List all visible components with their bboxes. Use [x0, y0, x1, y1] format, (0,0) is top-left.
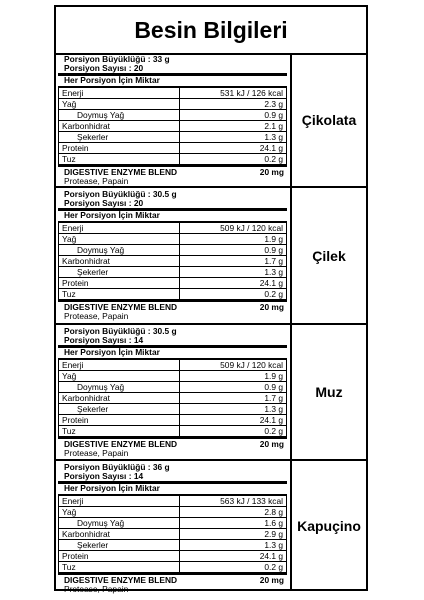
nutrient-value: 24.1 g	[179, 551, 286, 562]
enzyme-blend-ingredients: Protease, Papain	[64, 584, 129, 594]
flavor-label: Çilek	[312, 247, 346, 264]
page-title: Besin Bilgileri	[56, 7, 366, 55]
nutrient-value: 1.3 g	[179, 132, 286, 143]
nutrient-value: 1.6 g	[179, 518, 286, 529]
nutrient-row	[59, 426, 287, 437]
nutrient-value: 509 kJ / 120 kcal	[179, 223, 286, 234]
enzyme-blend-value: 20 mg	[259, 438, 284, 449]
nutrient-value: 0.2 g	[179, 154, 286, 165]
nutrient-value: 1.9 g	[179, 234, 286, 245]
nutrient-table	[58, 222, 287, 300]
serving-size-label: Porsiyon Büyüklüğü	[64, 462, 146, 472]
nutrition-panel	[56, 325, 366, 461]
nutrient-name: Tuz	[59, 289, 180, 300]
nutrient-value: 0.9 g	[179, 382, 286, 393]
nutrient-row	[59, 382, 287, 393]
nutrient-row	[59, 551, 287, 562]
nutrient-value: 2.9 g	[179, 529, 286, 540]
nutrient-row	[59, 529, 287, 540]
enzyme-blend-ingredients: Protease, Papain	[64, 176, 129, 186]
servings-value: : 14	[128, 471, 144, 481]
serving-size-label: Porsiyon Büyüklüğü	[64, 54, 146, 64]
nutrient-value: 24.1 g	[179, 415, 286, 426]
enzyme-blend-ingredients: Protease, Papain	[64, 448, 129, 458]
per-serving-heading: Her Porsiyon İçin Miktar	[58, 348, 287, 359]
servings-value: : 14	[128, 335, 144, 345]
nutrient-value: 1.3 g	[179, 404, 286, 415]
nutrient-row	[59, 404, 287, 415]
nutrient-row	[59, 540, 287, 551]
servings-label: Porsiyon Sayısı	[64, 198, 127, 208]
nutrient-name: Karbonhidrat	[59, 256, 180, 267]
nutrient-table	[58, 87, 287, 165]
nutrient-name: Karbonhidrat	[59, 121, 180, 132]
nutrient-value: 2.1 g	[179, 121, 286, 132]
nutrient-value: 1.7 g	[179, 256, 286, 267]
nutrient-table	[58, 495, 287, 573]
per-serving-heading: Her Porsiyon İçin Miktar	[58, 76, 287, 87]
nutrient-name: Yağ	[59, 507, 180, 518]
enzyme-blend-value: 20 mg	[259, 574, 284, 585]
nutrient-row	[59, 562, 287, 573]
nutrient-value: 24.1 g	[179, 278, 286, 289]
nutrient-row	[59, 496, 287, 507]
nutrient-value: 531 kJ / 126 kcal	[179, 88, 286, 99]
enzyme-blend-name: DIGESTIVE ENZYME BLEND	[64, 438, 178, 449]
nutrient-row	[59, 518, 287, 529]
serving-size-value: : 30.5 g	[147, 326, 177, 336]
nutrient-name: Tuz	[59, 426, 180, 437]
enzyme-blend-ingredients: Protease, Papain	[64, 311, 129, 321]
nutrient-row	[59, 154, 287, 165]
enzyme-blend-name: DIGESTIVE ENZYME BLEND	[64, 301, 178, 312]
nutrient-row	[59, 278, 287, 289]
nutrient-value: 1.7 g	[179, 393, 286, 404]
nutrient-row	[59, 121, 287, 132]
per-serving-heading: Her Porsiyon İçin Miktar	[58, 484, 287, 495]
nutrient-row	[59, 507, 287, 518]
nutrient-name: Doymuş Yağ	[59, 245, 180, 256]
nutrient-value: 24.1 g	[179, 143, 286, 154]
nutrient-name: Protein	[59, 551, 180, 562]
nutrient-value: 2.8 g	[179, 507, 286, 518]
nutrient-name: Yağ	[59, 99, 180, 110]
nutrient-value: 1.3 g	[179, 540, 286, 551]
nutrient-name: Tuz	[59, 562, 180, 573]
nutrient-row	[59, 234, 287, 245]
nutrient-name: Karbonhidrat	[59, 393, 180, 404]
nutrient-name: Şekerler	[59, 267, 180, 278]
flavor-label: Kapuçino	[297, 518, 361, 534]
nutrition-table	[56, 325, 292, 459]
nutrient-row	[59, 132, 287, 143]
nutrient-row	[59, 267, 287, 278]
servings-value: : 20	[128, 63, 144, 73]
nutrient-name: Karbonhidrat	[59, 529, 180, 540]
nutrient-value: 509 kJ / 120 kcal	[179, 360, 286, 371]
serving-size-value: : 30.5 g	[147, 189, 177, 199]
per-serving-heading: Her Porsiyon İçin Miktar	[58, 211, 287, 222]
nutrient-row	[59, 415, 287, 426]
nutrient-row	[59, 99, 287, 110]
nutrient-name: Yağ	[59, 371, 180, 382]
nutrient-value: 0.2 g	[179, 562, 286, 573]
serving-size-label: Porsiyon Büyüklüğü	[64, 189, 146, 199]
nutrition-table	[56, 53, 292, 186]
nutrient-row	[59, 110, 287, 121]
nutrient-value: 0.2 g	[179, 426, 286, 437]
nutrient-row	[59, 88, 287, 99]
nutrient-row	[59, 256, 287, 267]
enzyme-blend-value: 20 mg	[259, 166, 284, 177]
nutrition-panel	[56, 53, 366, 188]
nutrient-value: 2.3 g	[179, 99, 286, 110]
nutrient-row	[59, 393, 287, 404]
nutrition-panel	[56, 461, 366, 594]
nutrient-row	[59, 245, 287, 256]
servings-label: Porsiyon Sayısı	[64, 335, 127, 345]
nutrient-value: 0.2 g	[179, 289, 286, 300]
servings-label: Porsiyon Sayısı	[64, 63, 127, 73]
nutrient-name: Protein	[59, 278, 180, 289]
flavor-label: Çikolata	[301, 111, 357, 128]
nutrition-table	[56, 188, 292, 323]
nutrient-row	[59, 289, 287, 300]
nutrition-panel	[56, 188, 366, 325]
nutrient-name: Şekerler	[59, 132, 180, 143]
nutrient-name: Tuz	[59, 154, 180, 165]
nutrient-name: Yağ	[59, 234, 180, 245]
nutrient-row	[59, 371, 287, 382]
nutrient-name: Enerji	[59, 496, 180, 507]
nutrient-name: Doymuş Yağ	[59, 518, 180, 529]
serving-size-value: : 33 g	[147, 54, 170, 64]
serving-size-value: : 36 g	[147, 462, 170, 472]
nutrient-name: Şekerler	[59, 540, 180, 551]
serving-size-label: Porsiyon Büyüklüğü	[64, 326, 146, 336]
nutrient-row	[59, 223, 287, 234]
nutrient-table	[58, 359, 287, 437]
nutrient-value: 1.9 g	[179, 371, 286, 382]
flavor-label: Muz	[315, 384, 343, 400]
servings-value: : 20	[128, 198, 144, 208]
nutrient-value: 0.9 g	[179, 110, 286, 121]
nutrient-name: Protein	[59, 143, 180, 154]
nutrient-value: 1.3 g	[179, 267, 286, 278]
nutrient-value: 563 kJ / 133 kcal	[179, 496, 286, 507]
nutrient-row	[59, 143, 287, 154]
enzyme-blend-name: DIGESTIVE ENZYME BLEND	[64, 574, 178, 585]
enzyme-blend-name: DIGESTIVE ENZYME BLEND	[64, 166, 178, 177]
nutrient-value: 0.9 g	[179, 245, 286, 256]
nutrient-name: Enerji	[59, 360, 180, 371]
nutrient-name: Enerji	[59, 88, 180, 99]
nutrition-table	[56, 461, 292, 594]
servings-label: Porsiyon Sayısı	[64, 471, 127, 481]
nutrient-name: Şekerler	[59, 404, 180, 415]
nutrient-name: Enerji	[59, 223, 180, 234]
enzyme-blend-value: 20 mg	[259, 301, 284, 312]
nutrient-name: Protein	[59, 415, 180, 426]
nutrient-name: Doymuş Yağ	[59, 110, 180, 121]
nutrient-name: Doymuş Yağ	[59, 382, 180, 393]
nutrition-facts-frame	[54, 5, 368, 594]
nutrient-row	[59, 360, 287, 371]
